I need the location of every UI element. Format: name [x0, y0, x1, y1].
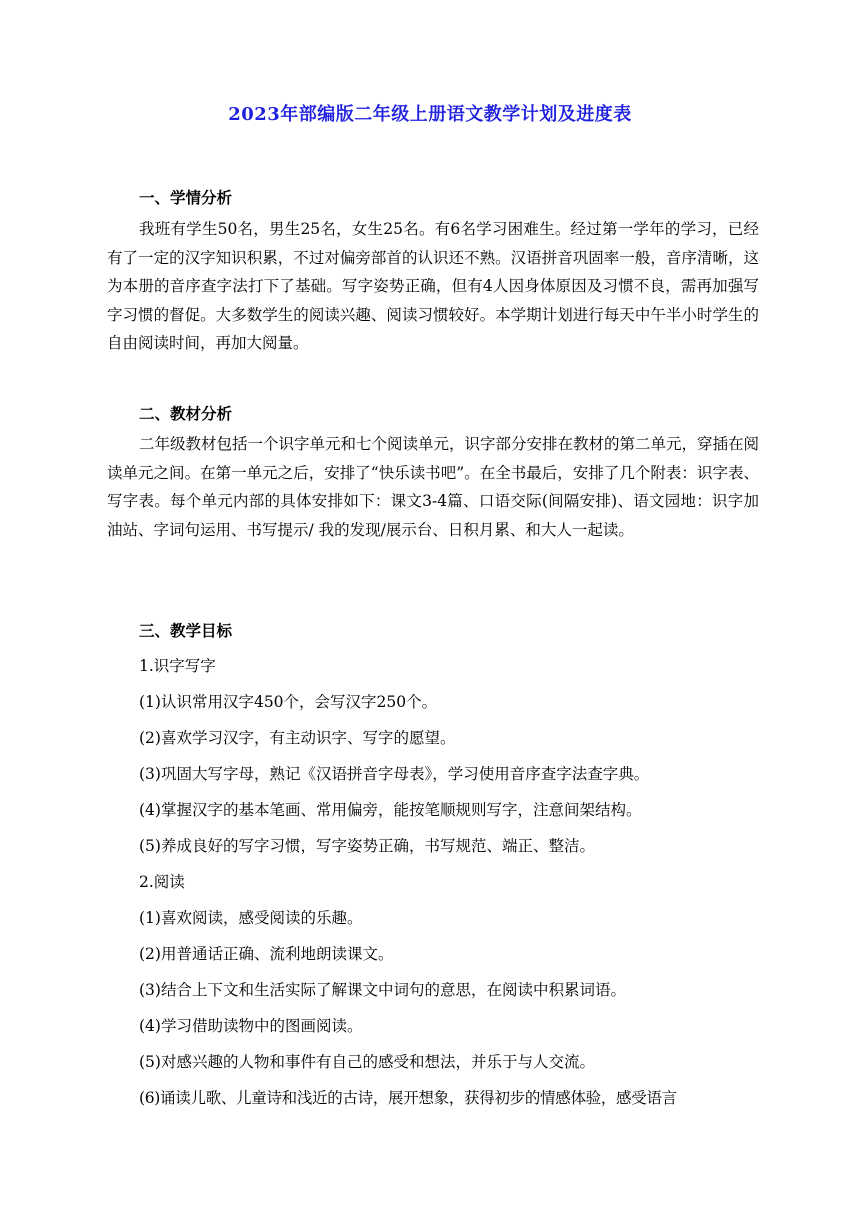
- subsection-label-reading: 2.阅读: [139, 873, 185, 891]
- list-item: (1)喜欢阅读，感受阅读的乐趣。: [139, 909, 363, 927]
- list-item: (2)用普通话正确、流利地朗读课文。: [139, 945, 394, 963]
- section-paragraph-textbook-analysis: 二年级教材包括一个识字单元和七个阅读单元，识字部分安排在教材的第二单元，穿插在阅读单元之间。在第一单元之后，安排了“快乐读书吧”。在全书最后，安排了几个附表：识字表、写字表。每个单元内部的具体安排如下：课文3-4篇、口语交际(间隔安排)、语文园地：识字加油站、字词句运用、书写提示/ 我的发现/展示台、日积月累、和大人一起读。: [107, 435, 760, 539]
- section-heading-textbook-analysis: 二、教材分析: [139, 404, 233, 423]
- section-heading-teaching-goals: 三、教学目标: [139, 621, 233, 640]
- subsection-label-literacy: 1.识字写字: [139, 657, 216, 675]
- list-item: (4)学习借助读物中的图画阅读。: [139, 1017, 363, 1035]
- list-item: (3)结合上下文和生活实际了解课文中词句的意思，在阅读中积累词语。: [139, 981, 626, 999]
- document-title: 2023年部编版二年级上册语文教学计划及进度表: [228, 104, 632, 125]
- list-item: (3)巩固大写字母，熟记《汉语拼音字母表》，学习使用音序查字法查字典。: [139, 765, 650, 783]
- list-item: (2)喜欢学习汉字，有主动识字、写字的愿望。: [139, 729, 456, 747]
- list-item: (6)诵读儿歌、儿童诗和浅近的古诗，展开想象，获得初步的情感体验，感受语言: [139, 1089, 677, 1107]
- section-heading-student-analysis: 一、学情分析: [139, 188, 233, 207]
- list-item: (5)养成良好的写字习惯，写字姿势正确，书写规范、端正、整洁。: [139, 837, 595, 855]
- section-paragraph-student-analysis: 我班有学生50名，男生25名，女生25名。有6名学习困难生。经过第一学年的学习，已经有了一定的汉字知识积累，不过对偏旁部首的认识还不熟。汉语拼音巩固率一般，音序清晰，这为本册的音序查字法打下了基础。写字姿势正确，但有4人因身体原因及习惯不良，需再加强写字习惯的督促。大多数学生的阅读兴趣、阅读习惯较好。本学期计划进行每天中午半小时学生的自由阅读时间，再加大阅量。: [107, 220, 759, 352]
- list-item: (4)掌握汉字的基本笔画、常用偏旁，能按笔顺规则写字，注意间架结构。: [139, 801, 642, 819]
- list-item: (5)对感兴趣的人物和事件有自己的感受和想法，并乐于与人交流。: [139, 1053, 595, 1071]
- list-item: (1)认识常用汉字450个，会写汉字250个。: [139, 693, 438, 711]
